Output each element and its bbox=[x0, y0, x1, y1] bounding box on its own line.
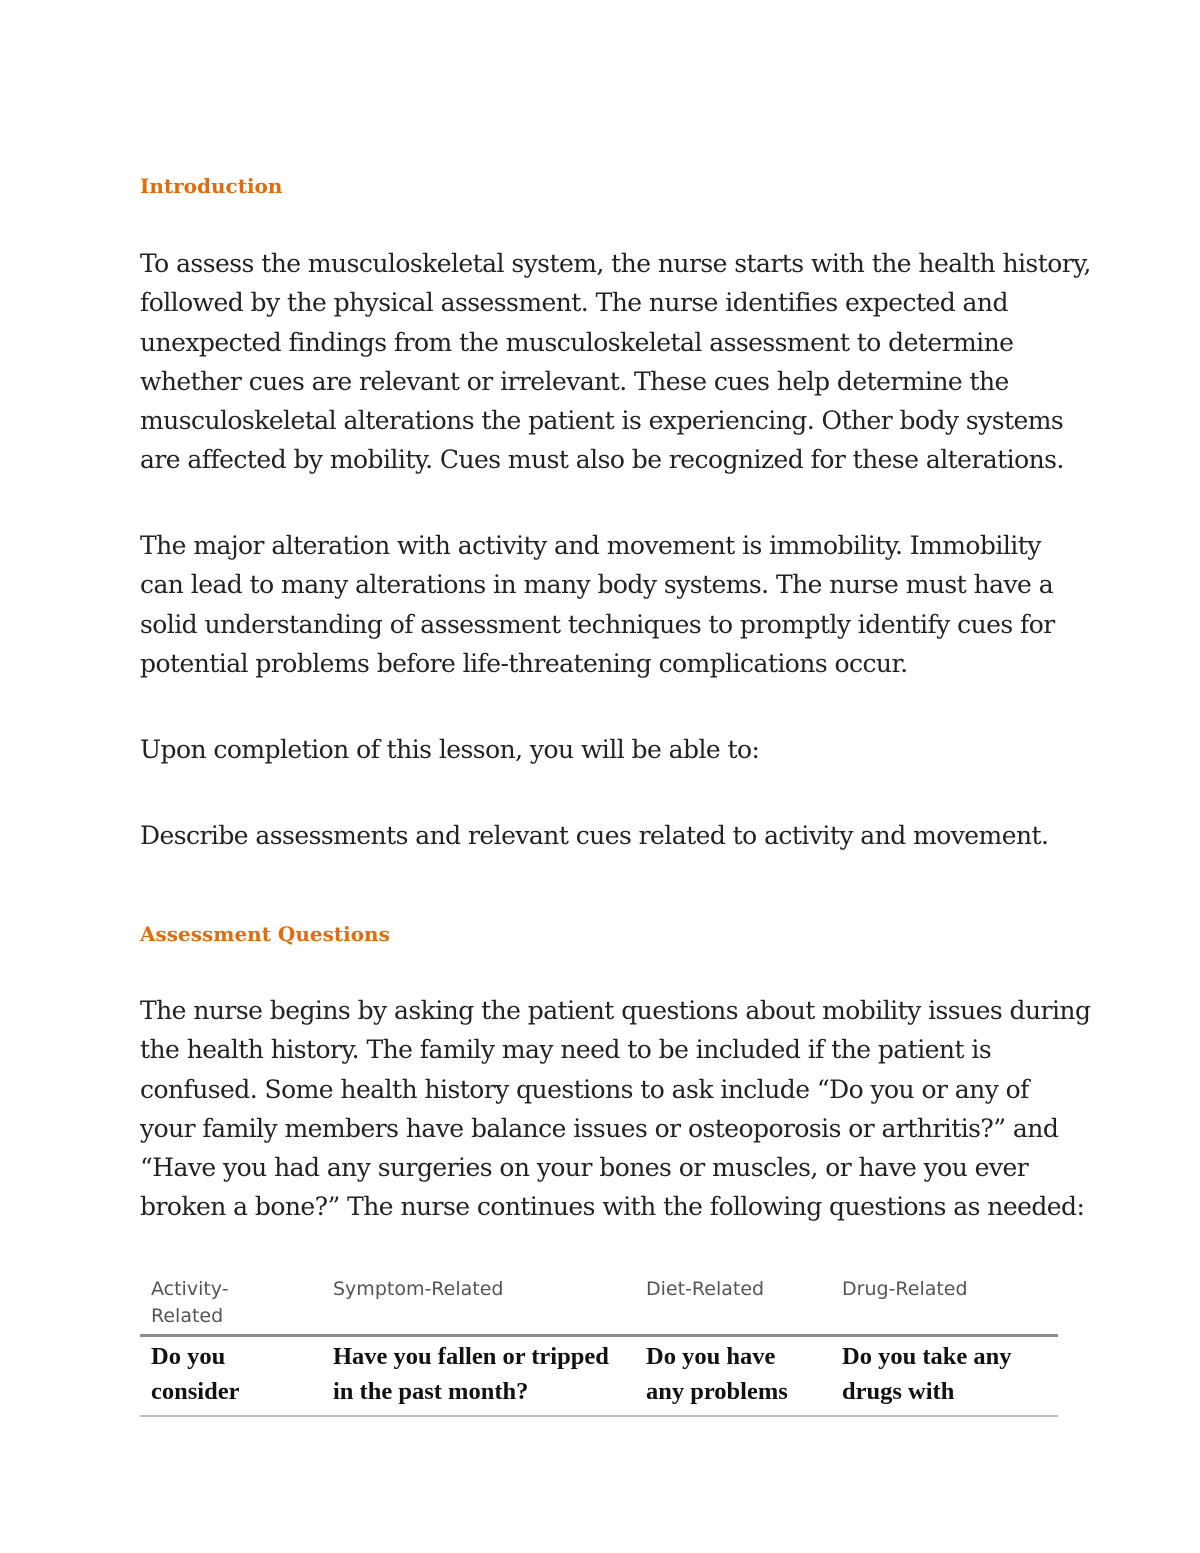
text-line: To assess the musculoskeletal system, the nurse starts with the health history, bbox=[140, 249, 1091, 278]
text-line: potential problems before life-threatening complications occur. bbox=[140, 648, 908, 678]
text-line: are affected by mobility. Cues must also be recognized for these alterations. bbox=[140, 445, 1064, 475]
table-row bbox=[140, 1336, 1058, 1417]
cell-text: drugs with bbox=[842, 1378, 955, 1405]
text-line: can lead to many alterations in many body systems. The nurse must have a bbox=[140, 570, 1054, 600]
introduction-heading: Introduction bbox=[140, 174, 283, 198]
header-text: Drug-Related bbox=[842, 1278, 968, 1300]
text-line: solid understanding of assessment techniques to promptly identify cues for bbox=[140, 609, 1055, 639]
assessment-paragraph bbox=[140, 991, 1091, 1227]
text-line: your family members have balance issues or osteoporosis or arthritis?” and bbox=[140, 1113, 1059, 1143]
text-line: unexpected findings from the musculoskeletal assessment to determine bbox=[140, 327, 1014, 357]
cell-text: in the past month? bbox=[333, 1378, 529, 1405]
table-cell-diet bbox=[635, 1336, 831, 1417]
text-line: confused. Some health history questions to ask include “Do you or any of bbox=[140, 1074, 1029, 1104]
header-text: Diet-Related bbox=[646, 1278, 765, 1300]
cell-text: consider bbox=[151, 1378, 240, 1405]
text-line: Describe assessments and relevant cues related to activity and movement. bbox=[140, 821, 1049, 850]
header-text: Activity- bbox=[151, 1278, 229, 1300]
intro-paragraph-1 bbox=[140, 244, 1091, 480]
learning-objective bbox=[140, 816, 1070, 855]
text-line: The nurse begins by asking the patient questions about mobility issues during bbox=[140, 996, 1091, 1025]
text-line: followed by the physical assessment. The nurse identifies expected and bbox=[140, 288, 1008, 318]
text-line: the health history. The family may need to be included if the patient is bbox=[140, 1035, 992, 1065]
header-text: Related bbox=[151, 1305, 224, 1327]
cell-text: Have you fallen or tripped bbox=[333, 1343, 609, 1370]
intro-paragraph-2 bbox=[140, 526, 1070, 683]
assessment-questions-table bbox=[140, 1268, 1058, 1417]
table-cell-drug bbox=[831, 1336, 1058, 1417]
text-line: The major alteration with activity and movement is immobility. Immobility bbox=[140, 531, 1041, 560]
header-text: Symptom-Related bbox=[333, 1278, 504, 1300]
text-line: Upon completion of this lesson, you will be able to: bbox=[140, 735, 760, 764]
column-header-activity-related bbox=[140, 1268, 322, 1336]
table-cell-activity bbox=[140, 1336, 322, 1417]
cell-text: Do you have bbox=[646, 1343, 776, 1370]
assessment-questions-heading: Assessment Questions bbox=[140, 922, 390, 946]
column-header-diet-related bbox=[635, 1268, 831, 1336]
cell-text: Do you take any bbox=[842, 1343, 1012, 1370]
cell-text: Do you bbox=[151, 1343, 226, 1370]
table-header-row bbox=[140, 1268, 1058, 1336]
text-line: broken a bone?” The nurse continues with the following questions as needed: bbox=[140, 1192, 1085, 1222]
column-header-symptom-related bbox=[322, 1268, 635, 1336]
text-line: musculoskeletal alterations the patient is experiencing. Other body systems bbox=[140, 406, 1064, 436]
intro-paragraph-3 bbox=[140, 730, 1070, 769]
text-line: “Have you had any surgeries on your bones or muscles, or have you ever bbox=[140, 1153, 1029, 1183]
table-cell-symptom bbox=[322, 1336, 635, 1417]
text-line: whether cues are relevant or irrelevant. These cues help determine the bbox=[140, 366, 1009, 396]
cell-text: any problems bbox=[646, 1378, 788, 1405]
column-header-drug-related bbox=[831, 1268, 1058, 1336]
